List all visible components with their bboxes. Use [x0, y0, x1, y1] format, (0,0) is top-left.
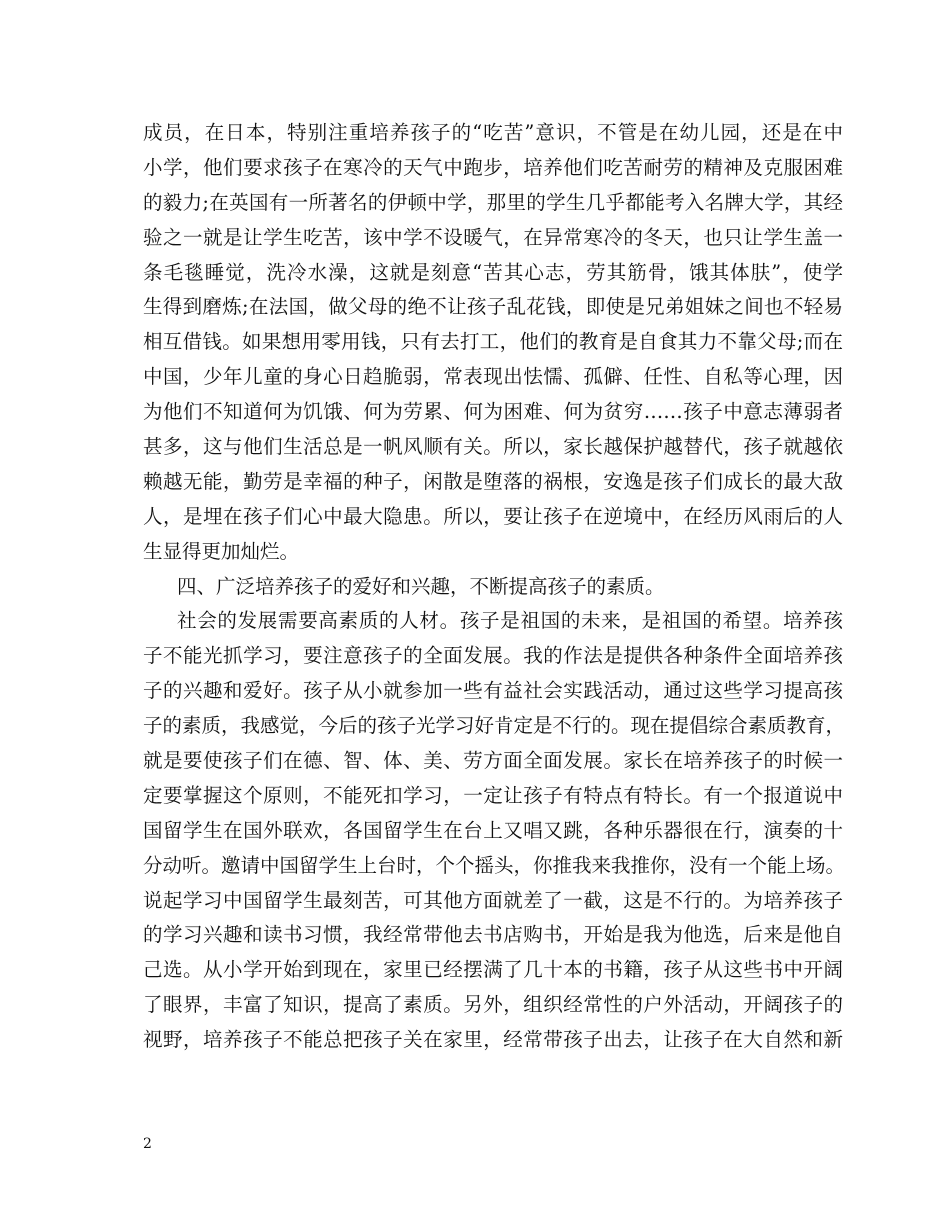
text-line: 国留学生在国外联欢，各国留学生在台上又唱又跳，各种乐器很在行，演奏的十	[143, 818, 843, 842]
text-line: 子的兴趣和爱好。孩子从小就参加一些有益社会实践活动，通过这些学习提高孩	[143, 679, 843, 703]
text-line: 说起学习中国留学生最刻苦，可其他方面就差了一截，这是不行的。为培养孩子	[143, 888, 843, 912]
text-line: 定要掌握这个原则，不能死扣学习，一定让孩子有特点有特长。有一个报道说中	[143, 783, 843, 807]
text-line: 为他们不知道何为饥饿、何为劳累、何为困难、何为贫穷……孩子中意志薄弱者	[143, 400, 843, 424]
text-line: 社会的发展需要高素质的人材。孩子是祖国的未来，是祖国的希望。培养孩	[177, 609, 843, 633]
text-line: 甚多，这与他们生活总是一帆风顺有关。所以，家长越保护越替代，孩子就越依	[143, 435, 843, 459]
body-text	[143, 116, 846, 1058]
text-line: 生显得更加灿烂。	[143, 539, 300, 563]
text-line: 了眼界，丰富了知识，提高了素质。另外，组织经常性的户外活动，开阔孩子的	[143, 993, 843, 1017]
text-line: 人，是埋在孩子们心中最大隐患。所以，要让孩子在逆境中，在经历风雨后的人	[143, 504, 843, 528]
text-line: 子的素质，我感觉，今后的孩子光学习好肯定是不行的。现在提倡综合素质教育，	[143, 714, 846, 738]
text-line: 分动听。邀请中国留学生上台时，个个摇头，你推我来我推你，没有一个能上场。	[143, 853, 846, 877]
text-line: 视野，培养孩子不能总把孩子关在家里，经常带孩子出去，让孩子在大自然和新	[143, 1028, 843, 1052]
text-line: 己选。从小学开始到现在，家里已经摆满了几十本的书籍，孩子从这些书中开阔	[143, 958, 843, 982]
text-line: 验之一就是让学生吃苦，该中学不设暖气，在异常寒冷的冬天，也只让学生盖一	[143, 225, 843, 249]
text-line: 就是要使孩子们在德、智、体、美、劳方面全面发展。家长在培养孩子的时候一	[143, 749, 843, 773]
text-line: 的学习兴趣和读书习惯，我经常带他去书店购书，开始是我为他选，后来是他自	[143, 923, 843, 947]
text-line: 小学，他们要求孩子在寒冷的天气中跑步，培养他们吃苦耐劳的精神及克服困难	[143, 155, 843, 179]
text-line: 子不能光抓学习，要注意孩子的全面发展。我的作法是提供各种条件全面培养孩	[143, 644, 843, 668]
page-number: 2	[143, 1136, 152, 1152]
text-line: 赖越无能，勤劳是幸福的种子，闲散是堕落的祸根，安逸是孩子们成长的最大敌	[143, 469, 843, 493]
text-line: 生得到磨炼;在法国，做父母的绝不让孩子乱花钱，即使是兄弟姐妹之间也不轻易	[143, 295, 843, 319]
text-line: 成员，在日本，特别注重培养孩子的“吃苦”意识，不管是在幼儿园，还是在中	[143, 121, 843, 144]
text-line: 相互借钱。如果想用零用钱，只有去打工，他们的教育是自食其力不靠父母;而在	[143, 330, 843, 354]
section-heading: 四、广泛培养孩子的爱好和兴趣，不断提高孩子的素质。	[177, 574, 665, 598]
text-line: 中国，少年儿童的身心日趋脆弱，常表现出怯懦、孤僻、任性、自私等心理，因	[143, 365, 843, 389]
text-line: 条毛毯睡觉，洗冷水澡，这就是刻意“苦其心志，劳其筋骨，饿其体肤”，使学	[143, 260, 843, 284]
text-line: 的毅力;在英国有一所著名的伊顿中学，那里的学生几乎都能考入名牌大学，其经	[143, 190, 843, 214]
